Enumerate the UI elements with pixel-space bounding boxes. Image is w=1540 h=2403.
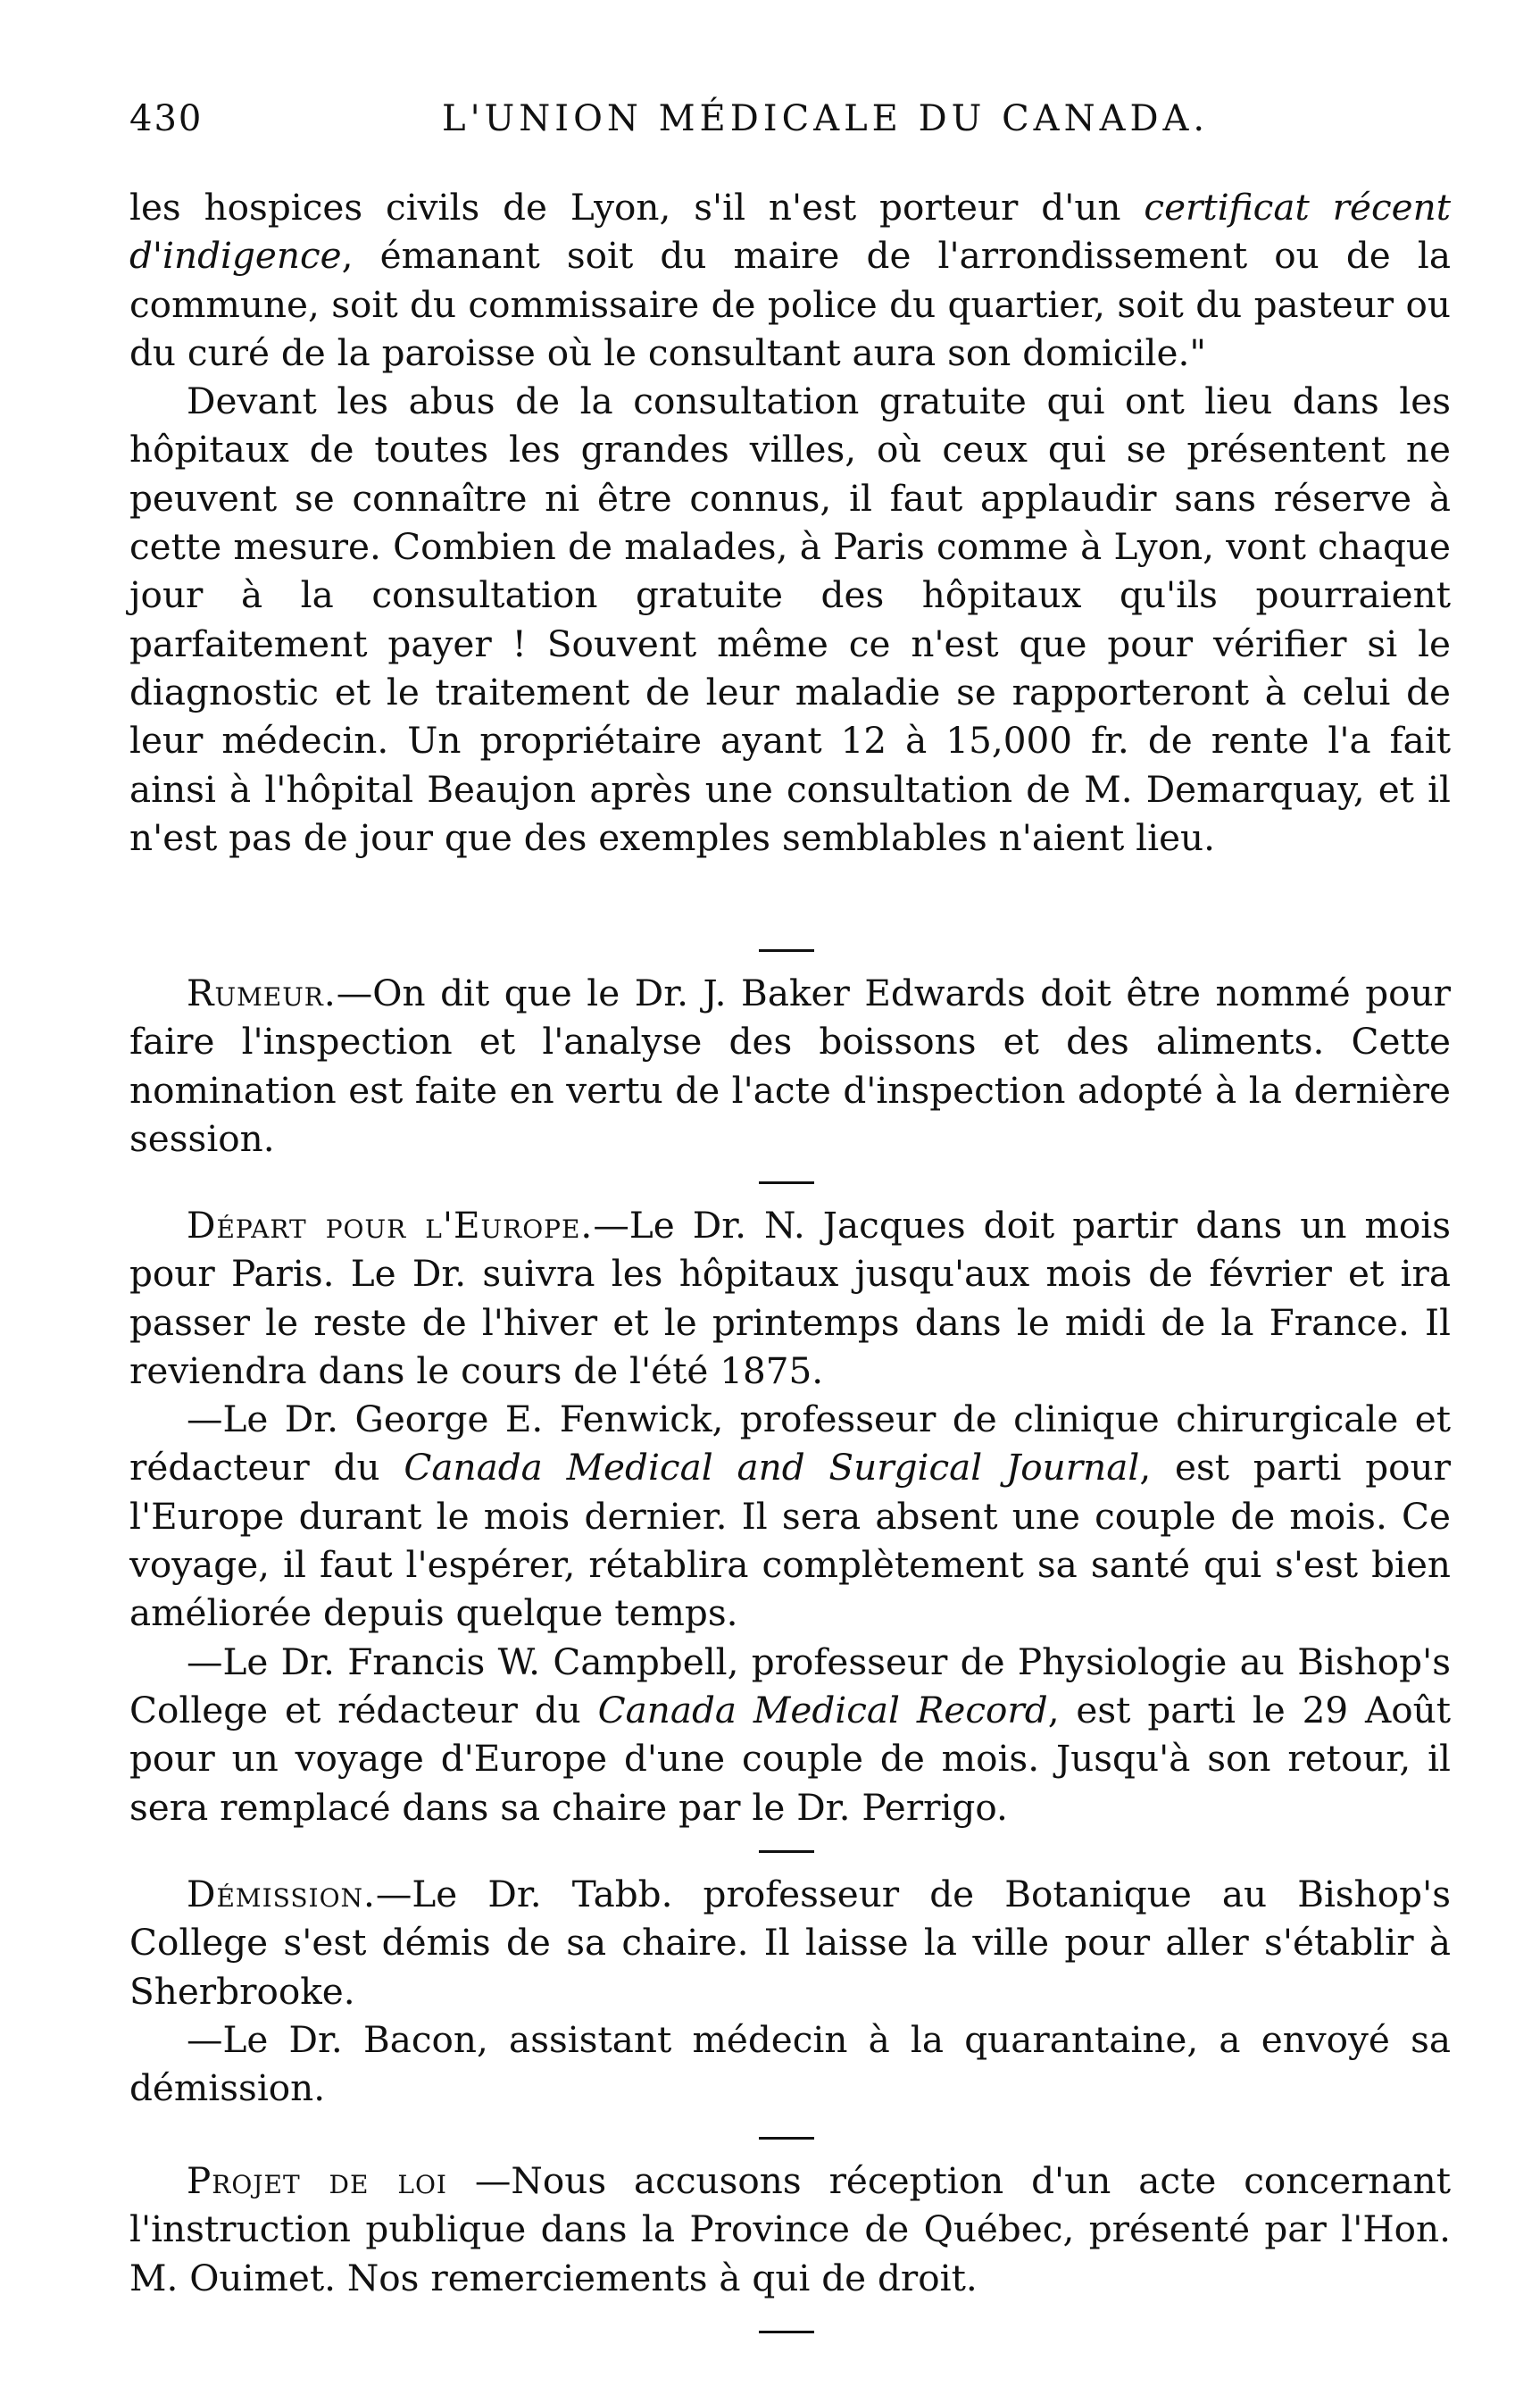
campbell-journal-title: Canada Medical Record bbox=[597, 1688, 1048, 1731]
paragraph-depart-fenwick bbox=[129, 1395, 1451, 1637]
section-divider bbox=[759, 949, 814, 952]
section-divider bbox=[759, 1181, 814, 1184]
paragraph-demission-bacon: —Le Dr. Bacon, assistant médecin à la quarantaine, a envoyé sa démission. bbox=[129, 2017, 1451, 2110]
paragraph-abus: Devant les abus de la consultation gratuite qui ont lieu dans les hôpitaux de toutes les grandes villes, où ceux qui se présentent ne peuvent se connaître ni être connus, il faut applaudir sans réserve à cette mesure. Combien de malades, à Paris comme à Lyon, vont chaque jour à la consultation gratuite des hôpitaux qu'ils pourraient parfaitement payer ! Souvent même ce n'est que pour vérifier si le diagnostic et le traitement de leur maladie se rapporteront à celui de leur médecin. Un propriétaire ayant 12 à 15,000 fr. de rente l'a fait ainsi à l'hôpital Beaujon après une consultation de M. Demarquay, et il n'est pas de jour que des exemples semblables n'aient lieu. bbox=[129, 380, 1451, 859]
section-depart bbox=[129, 1201, 1451, 1831]
section-rumeur bbox=[129, 969, 1451, 1163]
paragraph-lyon-italic: certificat récent d'indigence bbox=[129, 186, 1451, 278]
demission-body: —Le Dr. Tabb. professeur de Botanique au Bishop's College s'est démis de sa chaire. Il laisse la ville pour aller s'établir à Sherbrooke. bbox=[129, 1873, 1451, 2013]
section-lyon-abus bbox=[129, 183, 1451, 862]
rumeur-heading: Rumeur. bbox=[187, 972, 337, 1014]
fenwick-text-end: , est parti pour l'Europe durant le mois dernier. Il sera absent une couple de mois. Ce voyage, il faut l'espérer, rétablira complètement sa santé qui s'est bien améliorée depuis quelque temps. bbox=[129, 1446, 1451, 1635]
paragraph-projet bbox=[129, 2157, 1451, 2302]
demission-heading: Démission. bbox=[187, 1873, 376, 1915]
paragraph-depart-jacques bbox=[129, 1201, 1451, 1395]
paragraph-lyon-text-end: , émanant soit du maire de l'arrondissement ou de la commune, soit du commissaire de police du quartier, soit du pasteur ou du curé de la paroisse où le consultant aura son domicile." bbox=[129, 234, 1451, 374]
running-title: L'UNION MÉDICALE DU CANADA. bbox=[442, 98, 1210, 139]
section-divider bbox=[759, 2331, 814, 2333]
paragraph-demission-tabb bbox=[129, 1870, 1451, 2015]
campbell-text: —Le Dr. Francis W. Campbell, professeur de Physiologie au Bishop's College et rédacteur du bbox=[129, 1640, 1451, 1731]
projet-body: —Nous accusons réception d'un acte concernant l'instruction publique dans la Province de Québec, présenté par l'Hon. M. Ouimet. Nos remerciements à qui de droit. bbox=[129, 2159, 1451, 2299]
section-divider bbox=[759, 2137, 814, 2140]
page-number: 430 bbox=[129, 98, 204, 139]
paragraph-rumeur bbox=[129, 969, 1451, 1163]
projet-heading: Projet de loi bbox=[187, 2159, 447, 2202]
section-divider bbox=[759, 1850, 814, 1853]
page-header bbox=[129, 98, 1469, 152]
paragraph-lyon-text: les hospices civils de Lyon, s'il n'est porteur d'un bbox=[129, 186, 1145, 229]
section-projet bbox=[129, 2157, 1451, 2302]
fenwick-journal-title: Canada Medical and Surgical Journal bbox=[404, 1446, 1140, 1489]
paragraph-lyon bbox=[129, 183, 1451, 377]
rumeur-body: —On dit que le Dr. J. Baker Edwards doit être nommé pour faire l'inspection et l'analyse des boissons et des aliments. Cette nomination est faite en vertu de l'acte d'inspection adopté à la dernière session. bbox=[129, 972, 1451, 1160]
depart-heading: Départ pour l'Europe. bbox=[187, 1204, 594, 1247]
section-demission bbox=[129, 1870, 1451, 2112]
paragraph-depart-campbell bbox=[129, 1638, 1451, 1831]
campbell-text-end: , est parti le 29 Août pour un voyage d'Europe d'une couple de mois. Jusqu'à son retour, il sera remplacé dans sa chaire par le Dr. Perrigo. bbox=[129, 1688, 1452, 1829]
fenwick-text: —Le Dr. George E. Fenwick, professeur de clinique chirurgicale et rédacteur du bbox=[129, 1398, 1451, 1489]
depart-body: —Le Dr. N. Jacques doit partir dans un mois pour Paris. Le Dr. suivra les hôpitaux jusqu'aux mois de février et ira passer le reste de l'hiver et le printemps dans le midi de la France. Il reviendra dans le cours de l'été 1875. bbox=[129, 1204, 1452, 1392]
